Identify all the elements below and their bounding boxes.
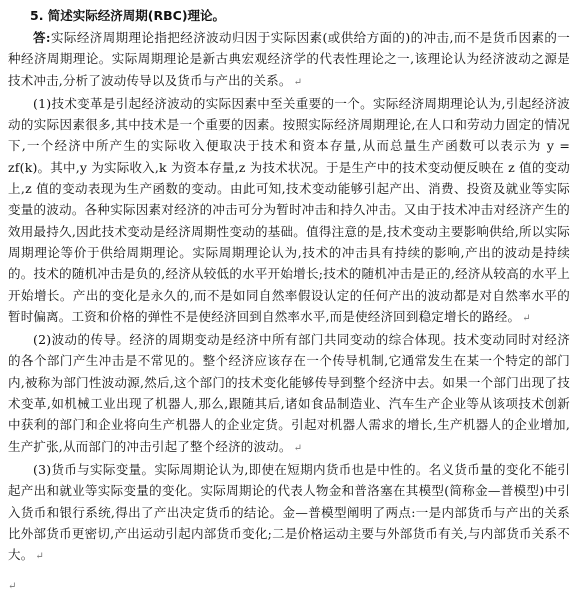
- answer-intro-paragraph: [8, 27, 570, 93]
- section-1-text: (1)技术变革是引起经济波动的实际因素中至关重要的一个。实际经济周期理论认为,引起经济波动的实际因素很多,其中技术是一个重要的因素。按照实际经济周期理论,在人口和劳动力固定的情况下,一个经济中所产生的实际收入便取决于技术和资本存量,从而总量生产函数可以表示为 y = zf(k)。其中,y 为实际收入,k 为资本存量,z 为技术状况。于是生产中的技术变动便反映在 z 值的变动上,z 值的变动表现为生产函数的变动。由此可知,技术变动能够引起产出、消费、投资及就业等实际变量的波动。各种实际因素对经济的冲击可分为暂时冲击和持久冲击。又由于技术冲击对经济产生的效用最持久,因此技术变动是经济周期性变动的基础。值得注意的是,技术变动主要影响供给,所以实际周期理论等价于供给周期理论。实际周期理论认为,技术的冲击具有持续的影响,产出的波动是持续的。技术的随机冲击是负的,经济从较低的水平开始增长;技术的随机冲击是正的,经济从较高的水平上开始增长。产出的变化是永久的,而不是如同自然率假设认定的任何产出的波动都是对自然率水平的暂时偏离。工资和价格的弹性不是使经济回到自然率水平,而是使经济回到稳定增长的路经。: [8, 95, 570, 324]
- paragraph-mark-icon: ↵: [35, 551, 44, 563]
- section-3-paragraph: [8, 459, 570, 567]
- answer-intro-text: 实际经济周期理论指把经济波动归因于实际因素(或供给方面的)的冲击,而不是货币因素的一种经济周期理论。实际周期理论是新古典宏观经济学的代表性理论之一,该理论认为经济波动之源是技术冲击,分析了波动传导以及货币与产出的关系。: [8, 30, 570, 88]
- question-heading: 5. 简述实际经济周期(RBC)理论。: [30, 8, 226, 23]
- section-2-paragraph: [8, 329, 570, 459]
- paragraph-mark-icon: ↵: [522, 312, 531, 324]
- paragraph-mark-icon: ↵: [293, 442, 303, 454]
- trailing-paragraph-mark-icon: ↵: [8, 581, 17, 592]
- section-3-text: (3)货币与实际变量。实际周期论认为,即使在短期内货币也是中性的。名义货币量的变化不能引起产出和就业等实际变量的变化。实际周期论的代表人物金和普洛塞在其模型(简称金—普模型)中引入货币和银行系统,得出了产出决定货币的结论。金—普模型阐明了两点:一是内部货币与产出的关系比外部货币更密切,产出运动引起内部货币变化;二是价格运动主要与外部货币有关,与内部货币关系不大。: [8, 461, 570, 563]
- paragraph-mark-icon: ↵: [293, 76, 303, 88]
- section-1-paragraph: [8, 93, 570, 329]
- answer-label: 答:: [33, 30, 51, 45]
- section-2-text: (2)波动的传导。经济的周期变动是经济中所有部门共同变动的综合体现。技术变动同时对经济的各个部门产生冲击是不常见的。整个经济应该存在一个传导机制,它通常发生在某一个特定的部门内,被称为部门性波动源,然后,这个部门的技术变化能够传导到整个经济中去。如果一个部门出现了技术变革,如机械工业出现了机器人,那么,跟随其后,诸如食品制造业、汽车生产企业等从该项技术创新中获利的部门和企业将向生产机器人的企业定货。引起对机器人需求的增长,生产机器人的企业增加,生产扩张,从而部门的冲击引起了整个经济的波动。: [8, 332, 570, 454]
